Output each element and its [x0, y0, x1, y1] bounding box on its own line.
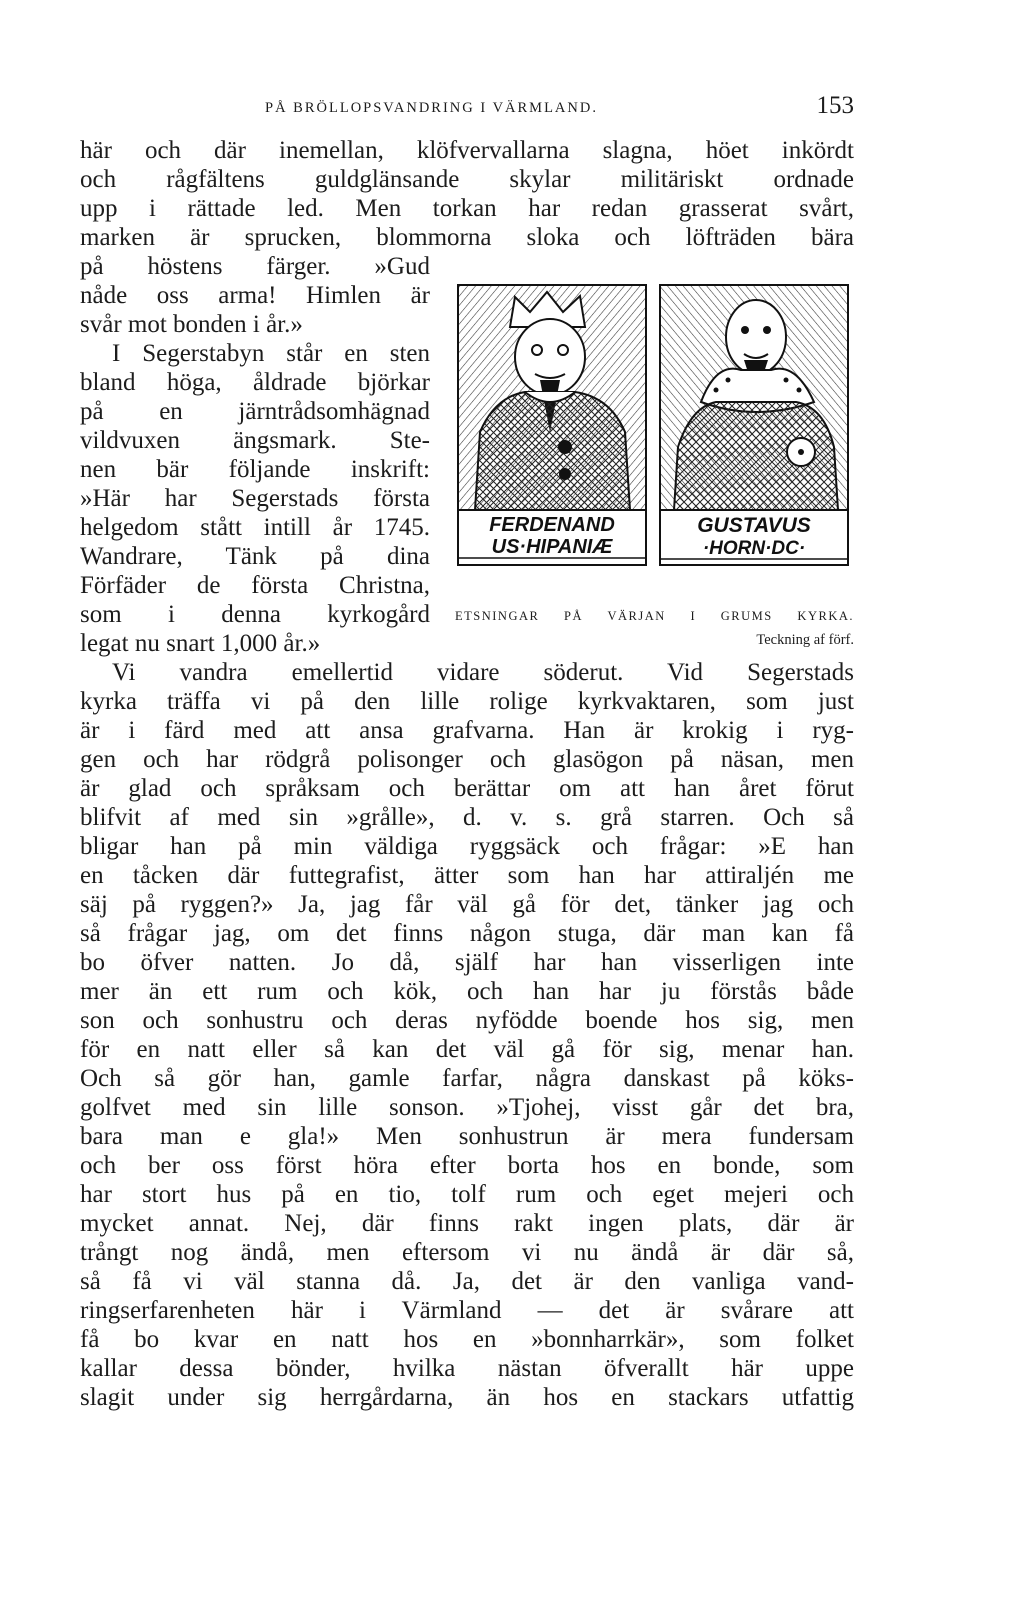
text-line: mycket annat. Nej, där finns rakt ingen plats, där är	[80, 1210, 854, 1237]
portrait-ferdinand	[455, 282, 655, 582]
text-line: och rågfältens guldglänsande skylar militäriskt ordnade	[80, 166, 854, 193]
text-line: har stort hus på en tio, tolf rum och eget mejeri och	[80, 1181, 854, 1208]
text-line: »Här har Segerstads första	[80, 485, 430, 512]
text-line: legat nu snart 1,000 år.»	[80, 630, 321, 657]
text-line: Wandrare, Tänk på dina	[80, 543, 430, 570]
text-line: slagit under sig herrgårdarna, än hos en stackars utfattig	[80, 1384, 854, 1411]
text-line: få bo kvar en natt hos en »bonnharrkär», som folket	[80, 1326, 854, 1353]
figure-credit: Teckning af förf.	[756, 632, 854, 648]
text-line: så frågar jag, om det finns någon stuga, där man kan få	[80, 920, 854, 947]
text-line: bligar han på min väldiga ryggsäck och frågar: »E han	[80, 833, 854, 860]
text-line: vildvuxen ängsmark. Ste-	[80, 427, 430, 454]
text-line: nåde oss arma! Himlen är	[80, 282, 430, 309]
text-line: Förfäder de första Christna,	[80, 572, 430, 599]
text-line: mer än ett rum och kök, och han har ju förstås både	[80, 978, 854, 1005]
text-line: helgedom stått intill år 1745.	[80, 514, 430, 541]
text-line: kallar dessa bönder, hvilka nästan öfverallt här uppe	[80, 1355, 854, 1382]
text-line: kyrka träffa vi på den lille rolige kyrkvaktaren, som just	[80, 688, 854, 715]
portrait-label-right-1: GUSTAVUS	[697, 514, 811, 537]
sword-etchings-illustration	[455, 282, 855, 582]
text-line: bara man e gla!» Men sonhustrun är mera fundersam	[80, 1123, 854, 1150]
text-line: I Segerstabyn står en sten	[112, 340, 430, 367]
text-line: bland höga, åldrade björkar	[80, 369, 430, 396]
text-line: trångt nog ändå, men eftersom vi nu ändå är där så,	[80, 1239, 854, 1266]
portrait-gustavus-horn	[656, 282, 856, 582]
text-line: son och sonhustru och deras nyfödde boende hos sig, men	[80, 1007, 854, 1034]
text-line: och ber oss först höra efter borta hos en bonde, som	[80, 1152, 854, 1179]
portrait-label-left-1: FERDENAND	[489, 514, 615, 536]
text-line: på en järntrådsomhägnad	[80, 398, 430, 425]
text-line: är glad och språksam och berättar om att han året förut	[80, 775, 854, 802]
running-header	[80, 92, 854, 126]
text-line: är i färd med att ansa grafvarna. Han är krokig i ryg-	[80, 717, 854, 744]
text-line: golfvet med sin lille sonson. »Tjohej, visst går det bra,	[80, 1094, 854, 1121]
text-line: för en natt eller så kan det väl gå för sig, menar han.	[80, 1036, 854, 1063]
text-line: en tåcken där futtegrafist, ätter som han har attiraljén me	[80, 862, 854, 889]
text-line: Vi vandra emellertid vidare söderut. Vid Segerstads	[112, 659, 854, 686]
running-title: PÅ BRÖLLOPSVANDRING I VÄRMLAND.	[265, 100, 598, 116]
text-line: gen och har rödgrå polisonger och glasögon på näsan, men	[80, 746, 854, 773]
text-line: ringserfarenheten här i Värmland — det är svårare att	[80, 1297, 854, 1324]
text-line: nen bär följande inskrift:	[80, 456, 430, 483]
text-line: säj på ryggen?» Ja, jag får väl gå för det, tänker jag och	[80, 891, 854, 918]
text-line: upp i rättade led. Men torkan har redan grasserat svårt,	[80, 195, 854, 222]
figure-caption: ETSNINGAR PÅ VÄRJAN I GRUMS KYRKA.	[455, 609, 854, 623]
text-line: på höstens färger. »Gud	[80, 253, 430, 280]
text-line: marken är sprucken, blommorna sloka och löfträden bära	[80, 224, 854, 251]
text-line: Och så gör han, gamle farfar, några danskast på köks-	[80, 1065, 854, 1092]
text-line: blifvit af med sin »grålle», d. v. s. grå starren. Och så	[80, 804, 854, 831]
text-line: bo öfver natten. Jo då, själf har han visserligen inte	[80, 949, 854, 976]
portrait-label-right-2: ·HORN·DC·	[702, 538, 806, 559]
text-line: svår mot bonden i år.»	[80, 311, 303, 338]
text-line: så få vi väl stanna då. Ja, det är den vanliga vand-	[80, 1268, 854, 1295]
page-number: 153	[816, 92, 854, 119]
portrait-label-left-2: US·HIPANIÆ	[491, 536, 613, 558]
text-line: här och där inemellan, klöfvervallarna slagna, höet inkördt	[80, 137, 854, 164]
text-line: som i denna kyrkogård	[80, 601, 430, 628]
